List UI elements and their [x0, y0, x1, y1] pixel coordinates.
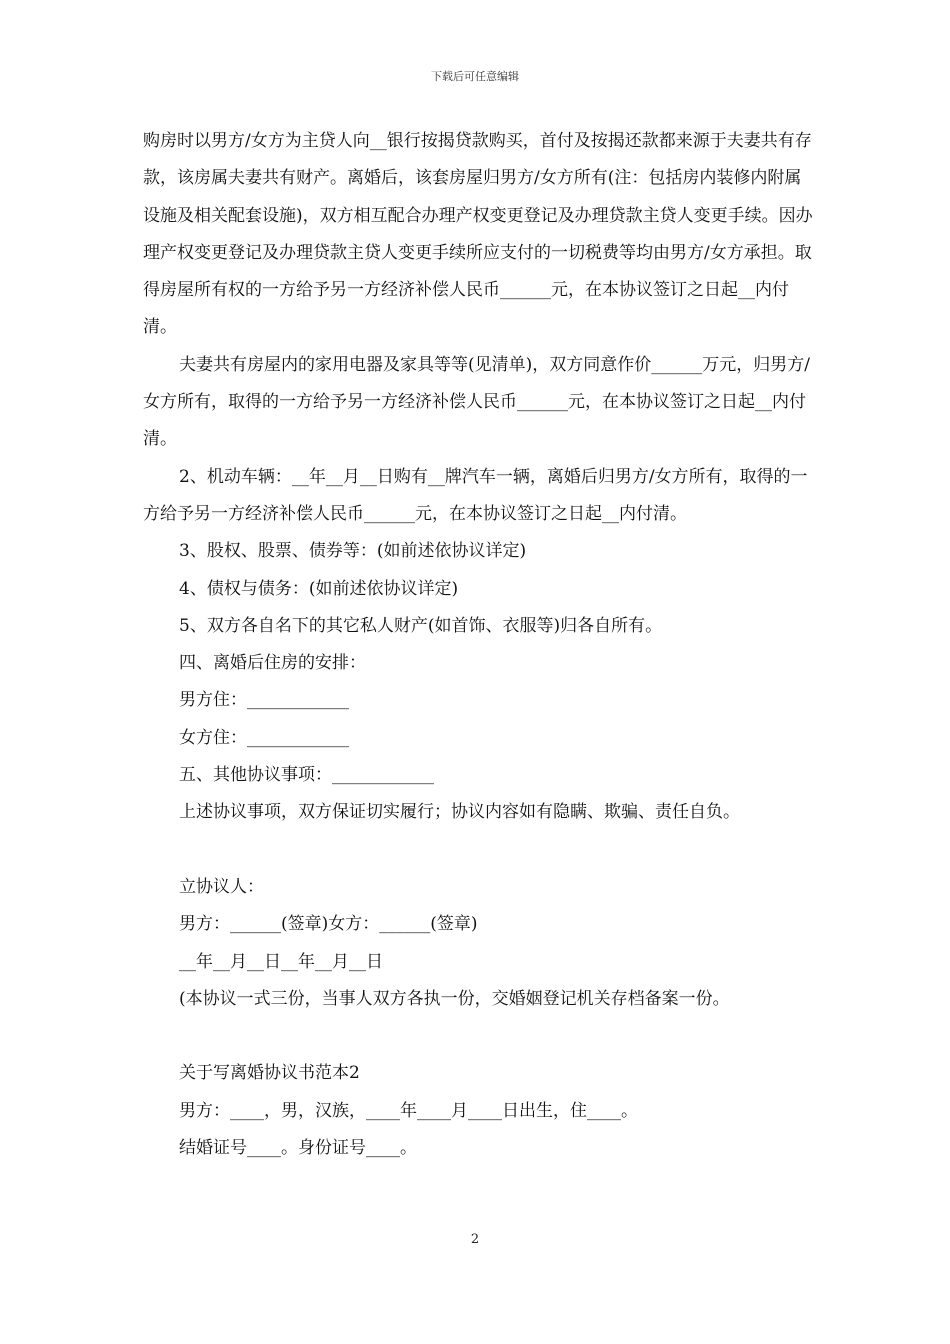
section-other-matters: 五、其他协议事项：____________ — [179, 765, 434, 786]
signatories-label: 立协议人： — [179, 876, 264, 897]
line-guarantee: 上述协议事项，双方保证切实履行；协议内容如有隐瞒、欺骗、责任自负。 — [179, 802, 740, 823]
sample2-title: 关于写离婚协议书范本2 — [179, 1063, 360, 1084]
copies-note: (本协议一式三份，当事人双方各执一份，交婚姻登记机关存档备案一份。 — [179, 988, 730, 1009]
section-housing-heading: 四、离婚后住房的安排： — [179, 653, 366, 674]
page-header: 下载后可任意编辑 — [431, 70, 519, 83]
line-debts: 4、债权与债务：(如前述依协议详定) — [179, 578, 459, 599]
date-line: __年__月__日__年__月__日 — [179, 951, 383, 972]
line-female-residence: 女方住：____________ — [179, 727, 349, 748]
sample2-certificate: 结婚证号____。身份证号____。 — [179, 1138, 417, 1159]
line-personal-property: 5、双方各自名下的其它私人财产(如首饰、衣服等)归各自所有。 — [179, 615, 663, 636]
spacer — [143, 1018, 813, 1055]
line-stocks: 3、股权、股票、债券等：(如前述依协议详定) — [179, 541, 527, 562]
signature-line: 男方：______(签章)女方：______(签章) — [179, 914, 478, 935]
sample2-male-info: 男方：____，男，汉族，____年____月____日出生，住____。 — [179, 1100, 638, 1121]
page-number: 2 — [470, 1232, 480, 1247]
paragraph-appliances: 夫妻共有房屋内的家用电器及家具等等(见清单)，双方同意作价______万元，归男方/女方所有，取得的一方给予另一方经济补偿人民币______元，在本协议签订之日起__内付清。 — [143, 354, 810, 450]
line-male-residence: 男方住：____________ — [179, 690, 349, 711]
spacer — [143, 832, 813, 869]
paragraph-vehicle: 2、机动车辆：__年__月__日购有__牌汽车一辆，离婚后归男方/女方所有，取得的一方给予另一方经济补偿人民币______元，在本协议签订之日起__内付清。 — [143, 466, 808, 524]
paragraph-house: 购房时以男方/女方为主贷人向__银行按揭贷款购买，首付及按揭还款都来源于夫妻共有存款，该房属夫妻共有财产。离婚后，该套房屋归男方/女方所有(注：包括房内装修内附属设施及相关配套设施)，双方相互配合办理产权变更登记及办理贷款主贷人变更手续。因办理产权变更登记及办理贷款主贷人变更手续所应支付的一切税费等均由男方/女方承担。取得房屋所有权的一方给予另一方经济补偿人民币______元，在本协议签订之日起__内付清。 — [143, 131, 813, 338]
document-body — [143, 123, 813, 1167]
